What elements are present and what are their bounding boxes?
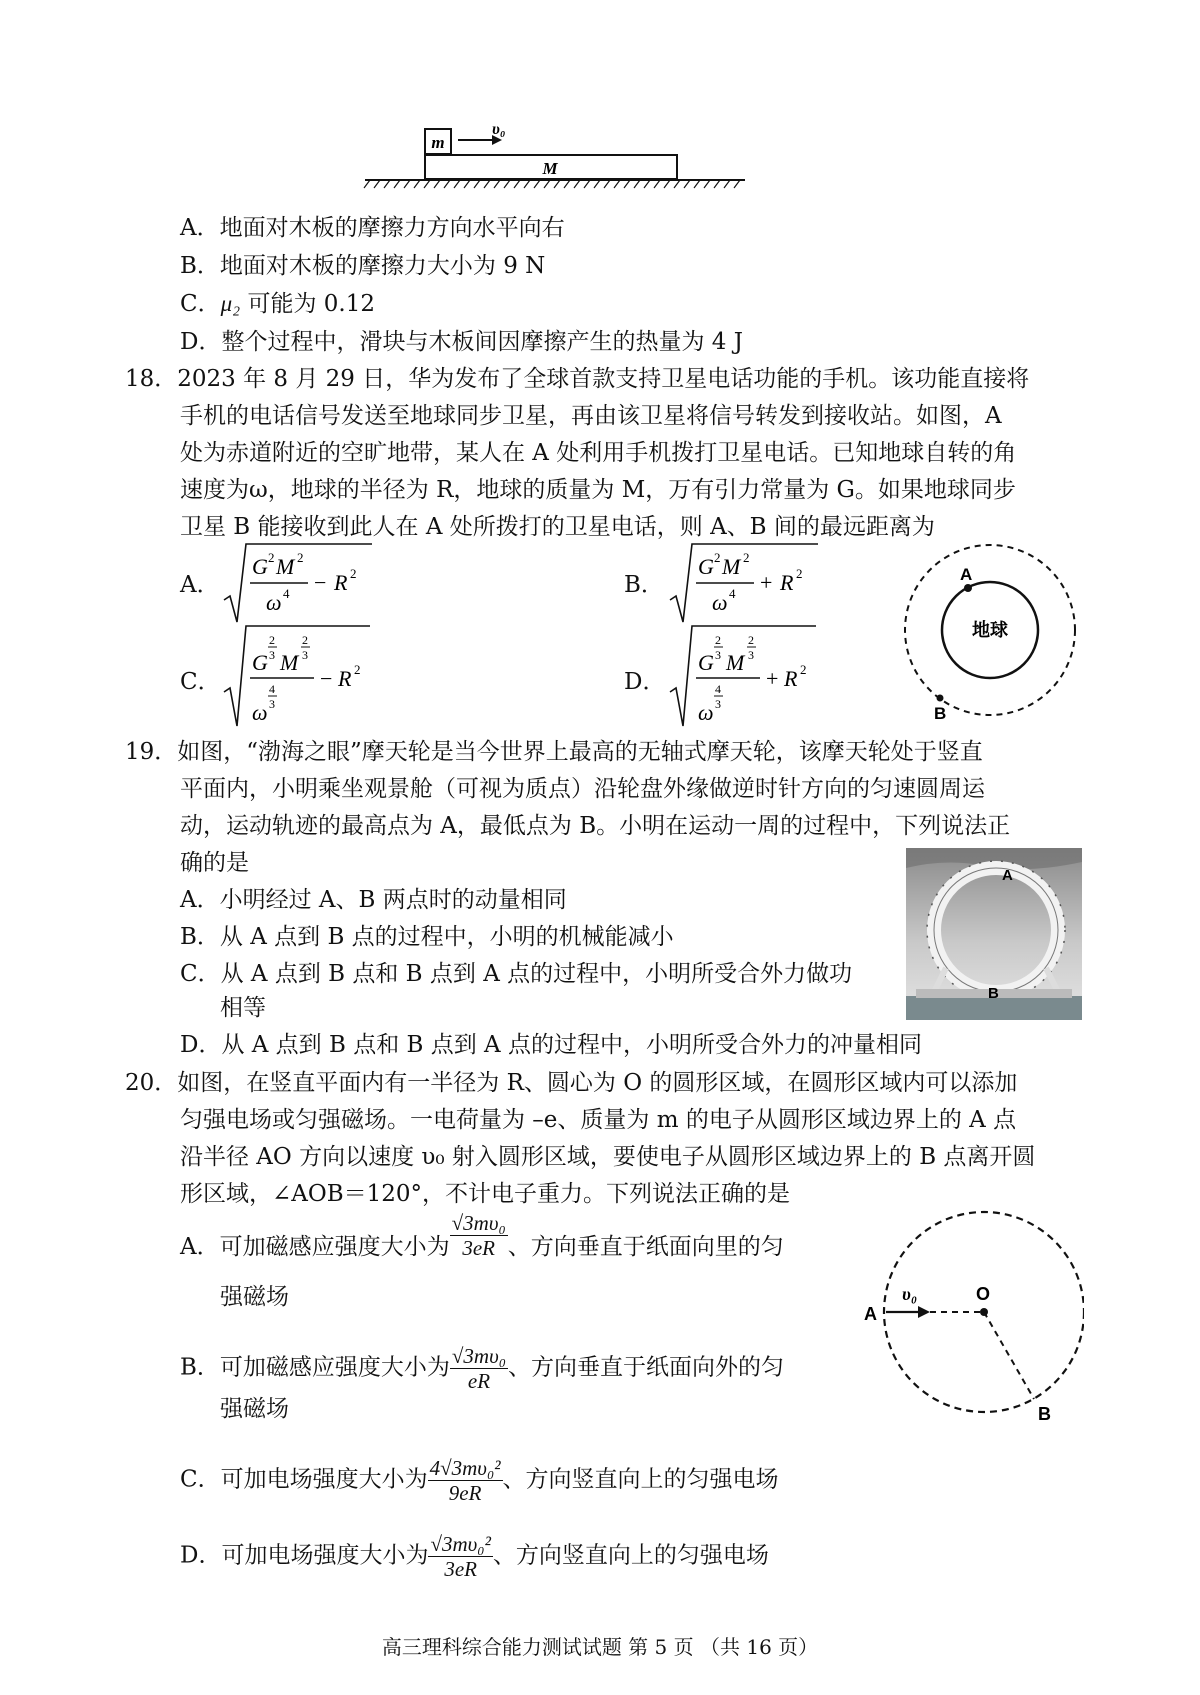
q20-frac-d (428, 1532, 492, 1581)
q20-option-a (180, 1210, 784, 1262)
q18-option-c-formula (222, 622, 392, 732)
q20-line-1: 20．如图，在竖直平面内有一半径为 R、圆心为 O 的圆形区域，在圆形区域内可以添加 (125, 1070, 1018, 1096)
svg-text:3: 3 (748, 648, 754, 662)
q20-option-a-pre: A．可加磁感应强度大小为 (180, 1234, 450, 1260)
svg-text:G: G (698, 554, 714, 579)
svg-text:4: 4 (715, 682, 721, 696)
q20-frac-a (450, 1211, 508, 1260)
svg-text:R: R (338, 666, 352, 691)
q18-option-b-formula (668, 540, 828, 630)
q19-option-a: A．小明经过 A、B 两点时的动量相同 (180, 887, 567, 913)
q18-line-2: 手机的电话信号发送至地球同步卫星，再由该卫星将信号转发到接收站。如图，A (180, 403, 1002, 429)
q20-option-b-cont: 强磁场 (220, 1396, 289, 1422)
earth-label: 地球 (972, 620, 1008, 641)
svg-text:2: 2 (268, 550, 275, 565)
q19-line-1: 19．如图，“渤海之眼”摩天轮是当今世界上最高的无轴式摩天轮，该摩天轮处于竖直 (125, 739, 983, 765)
q20-line-2: 匀强电场或匀强磁场。一电荷量为 –e、质量为 m 的电子从圆形区域边界上的 A 点 (180, 1107, 1017, 1133)
radius-ob (984, 1312, 1034, 1399)
q19-option-b: B．从 A 点到 B 点的过程中，小明的机械能减小 (180, 924, 674, 950)
svg-text:M: M (280, 650, 299, 675)
q20-option-c-post: 、方向竖直向上的匀强电场 (502, 1466, 779, 1493)
svg-text:2: 2 (800, 662, 807, 677)
q17-option-d: D．整个过程中，滑块与木板间因摩擦产生的热量为 4 J (180, 329, 743, 355)
svg-text:2: 2 (748, 633, 754, 647)
block-on-board-figure (360, 122, 760, 202)
svg-text:2: 2 (714, 550, 721, 565)
q17-option-c (180, 289, 375, 319)
center-o (980, 1308, 988, 1316)
svg-text:2: 2 (354, 662, 361, 677)
wheel-top-label: A (1002, 867, 1013, 884)
point-a-label-20: A (864, 1304, 877, 1324)
svg-text:2: 2 (796, 566, 803, 581)
q19-option-c-cont: 相等 (220, 995, 266, 1021)
q18-line-3: 处为赤道附近的空旷地带，某人在 A 处利用手机拨打卫星电话。已知地球自转的角 (180, 440, 1017, 466)
svg-text:M: M (722, 554, 741, 579)
point-a (964, 584, 972, 592)
q20-line-3: 沿半径 AO 方向以速度 υ₀ 射入圆形区域，要使电子从圆形区域边界上的 B 点离开圆 (180, 1144, 1036, 1170)
svg-text:G: G (252, 554, 268, 579)
svg-text:2: 2 (297, 550, 304, 565)
ground-hatching (364, 180, 740, 188)
board-mass-label: M (542, 159, 558, 178)
svg-text:3: 3 (302, 648, 308, 662)
q19-line-3: 动，运动轨迹的最高点为 A，最低点为 B。小明在运动一周的过程中，下列说法正 (180, 813, 1011, 839)
q20-option-c (180, 1456, 779, 1505)
q20-option-a-post: 、方向垂直于纸面向里的匀 (507, 1234, 784, 1260)
q20-frac-d-num: √3mυ₀² (430, 1532, 491, 1556)
circular-field-figure (864, 1200, 1084, 1430)
q20-option-d-post: 、方向竖直向上的匀强电场 (492, 1542, 769, 1569)
svg-text:−: − (320, 666, 333, 691)
svg-text:3: 3 (269, 697, 275, 711)
q20-frac-c-den: 9eR (448, 1481, 482, 1505)
velocity-label-20: υ₀ (902, 1284, 918, 1304)
svg-text:R: R (780, 570, 794, 595)
q17-option-c-text: 可能为 0.12 (240, 291, 375, 317)
q17-option-c-label: C． (180, 291, 221, 317)
page-footer: 高三理科综合能力测试试题 第 5 页 （共 16 页） (381, 1635, 819, 1659)
q19-option-d: D．从 A 点到 B 点和 B 点到 A 点的过程中，小明所受合外力的冲量相同 (180, 1032, 922, 1058)
point-a-label: A (960, 565, 973, 584)
q20-option-b (180, 1344, 784, 1393)
q18-line-4: 速度为ω，地球的半径为 R，地球的质量为 M，万有引力常量为 G。如果地球同步 (180, 477, 1016, 503)
svg-text:2: 2 (350, 566, 357, 581)
svg-text:4: 4 (283, 586, 290, 601)
q20-frac-b-den: eR (467, 1369, 491, 1393)
svg-text:M: M (726, 650, 745, 675)
q20-option-c-pre: C．可加电场强度大小为 (180, 1466, 428, 1493)
q18-option-a-formula (222, 540, 382, 630)
q18-option-c-label: C． (180, 669, 221, 695)
q18-option-d-formula (668, 622, 838, 732)
point-o-label: O (976, 1284, 991, 1304)
q20-option-b-post: 、方向垂直于纸面向外的匀 (508, 1354, 785, 1381)
velocity-arrowhead-20 (918, 1306, 930, 1318)
svg-text:R: R (334, 570, 348, 595)
svg-text:G: G (698, 650, 714, 675)
svg-text:2: 2 (269, 633, 275, 647)
q20-frac-c (428, 1456, 503, 1505)
ferris-wheel-photo (906, 848, 1082, 1020)
svg-text:3: 3 (715, 648, 721, 662)
point-b (937, 695, 944, 702)
q20-option-d (180, 1532, 769, 1581)
q20-frac-c-num: 4√3mυ₀² (429, 1456, 501, 1480)
q20-option-b-pre: B．可加磁感应强度大小为 (180, 1354, 450, 1381)
q20-frac-a-num: √3mυ₀ (451, 1210, 506, 1235)
svg-text:M: M (276, 554, 295, 579)
velocity-label: υ₀ (492, 122, 506, 138)
svg-text:−: − (314, 570, 327, 595)
q18-option-b-label: B． (624, 572, 664, 598)
q18-option-a-label: A． (180, 572, 220, 598)
svg-text:ω: ω (252, 700, 268, 725)
q18-line-5: 卫星 B 能接收到此人在 A 处所拨打的卫星电话，则 A、B 间的最远距离为 (180, 514, 935, 540)
mu2-symbol: μ₂ (220, 291, 241, 316)
svg-text:2: 2 (743, 550, 750, 565)
svg-text:ω: ω (698, 700, 714, 725)
svg-text:G: G (252, 650, 268, 675)
q17-option-b: B．地面对木板的摩擦力大小为 9 N (180, 253, 546, 279)
q20-frac-a-den: 3eR (462, 1235, 496, 1260)
svg-text:ω: ω (266, 590, 282, 615)
q20-frac-b (450, 1344, 508, 1393)
q20-line-4: 形区域，∠AOB＝120°，不计电子重力。下列说法正确的是 (180, 1181, 791, 1207)
svg-text:+: + (766, 666, 779, 691)
q20-frac-d-den: 3eR (444, 1557, 477, 1581)
point-b-label: B (934, 704, 947, 720)
q19-line-4: 确的是 (180, 850, 249, 876)
q20-option-d-pre: D．可加电场强度大小为 (180, 1542, 429, 1569)
point-b-label-20: B (1038, 1404, 1051, 1424)
block-mass-label: m (431, 133, 445, 152)
svg-text:ω: ω (712, 590, 728, 615)
svg-text:4: 4 (269, 682, 275, 696)
wheel-bottom-label: B (988, 985, 999, 1002)
q18-line-1: 18．2023 年 8 月 29 日，华为发布了全球首款支持卫星电话功能的手机。该功能直接将 (125, 366, 1030, 392)
q19-line-2: 平面内，小明乘坐观景舱（可视为质点）沿轮盘外缘做逆时针方向的匀速圆周运 (180, 776, 985, 802)
svg-text:3: 3 (715, 697, 721, 711)
q17-option-a: A．地面对木板的摩擦力方向水平向右 (180, 215, 565, 241)
q20-option-a-cont: 强磁场 (220, 1284, 289, 1310)
q20-frac-b-num: √3mυ₀ (451, 1344, 507, 1368)
q19-option-c: C．从 A 点到 B 点和 B 点到 A 点的过程中，小明所受合外力做功 (180, 961, 853, 987)
svg-text:R: R (784, 666, 798, 691)
earth-orbit-figure (900, 540, 1080, 720)
svg-text:+: + (760, 570, 773, 595)
q18-option-d-label: D． (624, 669, 666, 695)
svg-text:2: 2 (302, 633, 308, 647)
svg-text:4: 4 (729, 586, 736, 601)
svg-text:3: 3 (269, 648, 275, 662)
svg-text:2: 2 (715, 633, 721, 647)
